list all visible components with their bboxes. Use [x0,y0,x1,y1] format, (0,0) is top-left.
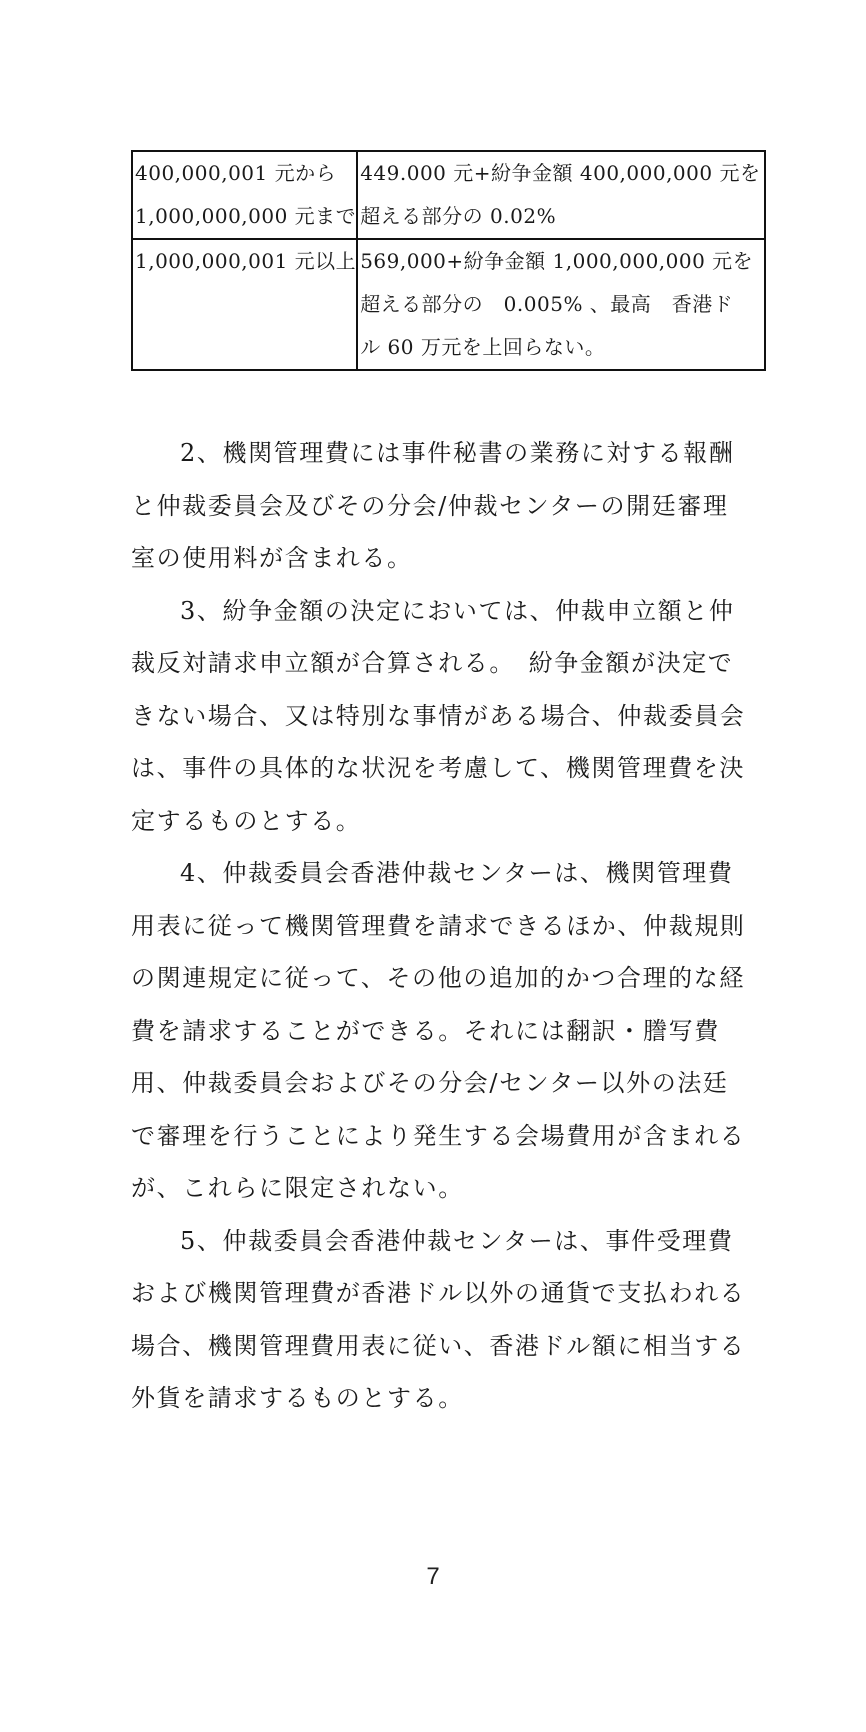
paragraph-line: 用表に従って機関管理費を請求できるほか、仲裁規則 [131,911,746,940]
paragraph-line: 定するものとする。 [131,806,362,835]
cell-line: 1,000,000,000 元まで [135,204,357,228]
paragraph-line: は、事件の具体的な状況を考慮して、機関管理費を決 [131,754,745,782]
paragraph-line: で審理を行うことにより発生する会場費用が含まれる [131,1121,746,1150]
paragraph-line: 外貨を請求するものとする。 [131,1384,464,1412]
paragraph-line: と仲裁委員会及びその分会/仲裁センターの開廷審理 [131,491,729,520]
paragraph-line: が、これらに限定されない。 [131,1174,464,1202]
fee-table [131,150,766,371]
table-row [132,239,765,370]
cell-line: 超える部分の 0.005% 、最高 香港ド [360,292,734,316]
paragraph-2 [131,427,741,585]
cell-line: 449.000 元+紛争金額 400,000,000 元を [360,161,761,185]
paragraph-5 [131,1215,746,1425]
table-row [132,151,765,239]
paragraph-line: 5、仲裁委員会香港仲裁センターは、事件受理費 [180,1226,734,1255]
paragraph-line: 費を請求することができる。それには翻訳・謄写費 [131,1016,720,1045]
paragraph-line: 4、仲裁委員会香港仲裁センターは、機関管理費 [180,859,734,887]
table-cell-range [132,151,357,239]
paragraph-line: 2、機関管理費には事件秘書の業務に対する報酬 [180,439,735,467]
table-cell-range [132,239,357,370]
page-number: 7 [426,1563,440,1590]
paragraph-line: きない場合、又は特別な事情がある場合、仲裁委員会 [131,701,746,730]
paragraph-4 [131,847,746,1215]
paragraph-line: 室の使用料が含まれる。 [131,544,413,572]
paragraph-line: 場合、機関管理費用表に従い、香港ドル額に相当する [131,1331,746,1360]
cell-line: 1,000,000,001 元以上 [135,249,357,273]
paragraph-line: の関連規定に従って、その他の追加的かつ合理的な経 [131,964,745,992]
paragraph-line: 裁反対請求申立額が合算される。 紛争金額が決定で [131,649,734,677]
cell-line: 569,000+紛争金額 1,000,000,000 元を [360,249,754,273]
cell-line: 超える部分の 0.02% [360,204,557,228]
body-text [131,427,746,1425]
cell-line: 400,000,001 元から [135,161,337,185]
cell-line: ル 60 万元を上回らない。 [360,335,606,359]
paragraph-3 [131,585,746,848]
paragraph-line: および機関管理費が香港ドル以外の通貨で支払われる [131,1279,746,1307]
paragraph-line: 用、仲裁委員会およびその分会/センター以外の法廷 [131,1069,729,1097]
table-cell-fee [357,151,765,239]
paragraph-line: 3、紛争金額の決定においては、仲裁申立額と仲 [180,596,735,625]
table-cell-fee [357,239,765,370]
